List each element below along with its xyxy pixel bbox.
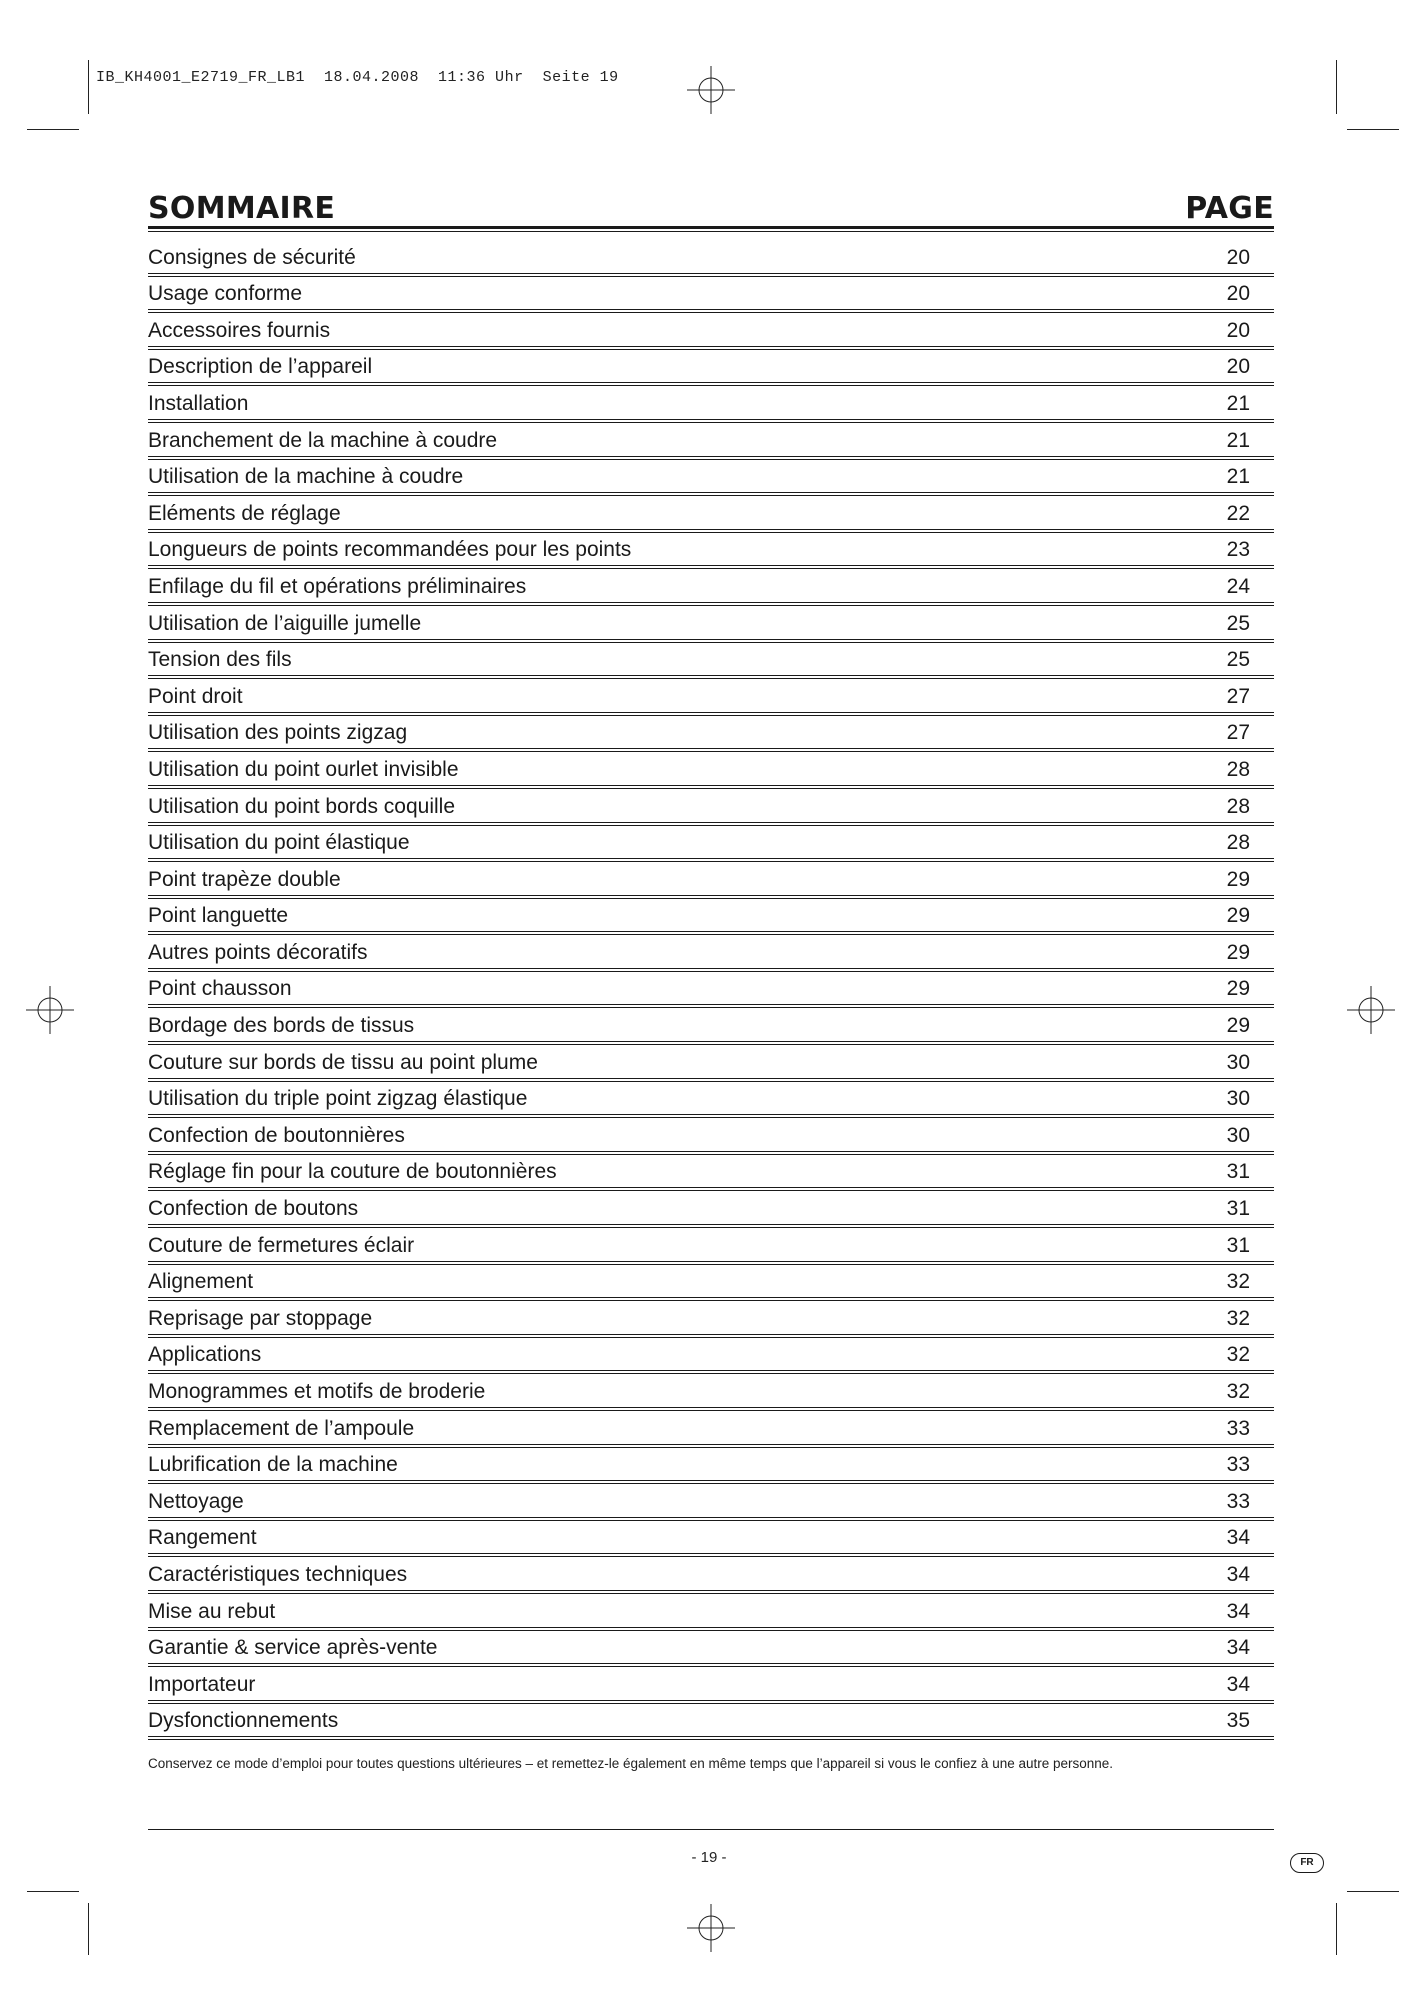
page-number: - 19 -: [691, 1849, 727, 1866]
toc-entry-page: 23: [1226, 538, 1250, 562]
toc-entry-page: 20: [1226, 245, 1250, 269]
toc-entry-title: Réglage fin pour la couture de boutonnières: [148, 1160, 557, 1184]
toc-entry-page: 32: [1226, 1270, 1250, 1294]
toc-entry: [148, 1481, 1274, 1518]
toc-entry: [148, 383, 1274, 420]
toc-entry-title: Lubrification de la machine: [148, 1453, 398, 1477]
toc-entry: [148, 493, 1274, 530]
toc-entry: [148, 1262, 1274, 1299]
toc-entry-page: 29: [1226, 940, 1250, 964]
toc-entry-title: Reprisage par stoppage: [148, 1306, 373, 1330]
toc-entry-page: 34: [1226, 1562, 1250, 1586]
toc-entry: [148, 1701, 1274, 1738]
toc-entry: [148, 823, 1274, 860]
toc-entry-title: Remplacement de l’ampoule: [148, 1416, 415, 1440]
toc-entry-page: 33: [1226, 1489, 1250, 1513]
toc-entry-page: 33: [1226, 1416, 1250, 1440]
toc-entry: [148, 274, 1274, 311]
toc-entry: [148, 310, 1274, 347]
toc-entry-page: 30: [1226, 1087, 1250, 1111]
toc-entry-page: 21: [1226, 465, 1250, 489]
toc-entry: [148, 1591, 1274, 1628]
toc-entry: [148, 603, 1274, 640]
table-of-contents: [148, 188, 1274, 1737]
toc-entry: [148, 530, 1274, 567]
toc-entry-title: Accessoires fournis: [148, 318, 331, 342]
toc-entry: [148, 1042, 1274, 1079]
toc-entry-page: 20: [1226, 318, 1250, 342]
toc-entry-page: 27: [1226, 721, 1250, 745]
toc-entry-title: Couture de fermetures éclair: [148, 1233, 415, 1257]
toc-entry-page: 32: [1226, 1380, 1250, 1403]
toc-entry-title: Point trapèze double: [148, 867, 341, 891]
toc-entry-page: 25: [1226, 648, 1250, 672]
toc-entry: [148, 1445, 1274, 1482]
crop-mark: [88, 1903, 89, 1955]
toc-entry-page: 22: [1226, 501, 1250, 525]
registration-mark-icon: [26, 986, 74, 1034]
toc-entry-title: Point languette: [148, 904, 289, 928]
toc-entry-page: 30: [1226, 1123, 1250, 1147]
crop-mark: [1347, 129, 1399, 130]
toc-entry-title: Description de l’appareil: [148, 355, 373, 379]
toc-entry-page: 35: [1226, 1709, 1250, 1733]
toc-entry: [148, 347, 1274, 384]
toc-entry-page: 31: [1226, 1160, 1250, 1184]
toc-page-header: PAGE: [1185, 191, 1274, 226]
toc-entry-title: Garantie & service après-vente: [148, 1636, 438, 1660]
toc-entry-page: 20: [1226, 355, 1250, 379]
toc-entry: [148, 713, 1274, 750]
toc-entry-page: 27: [1226, 684, 1250, 708]
toc-entry-title: Confection de boutons: [148, 1197, 359, 1221]
print-slug: IB_KH4001_E2719_FR_LB1 18.04.2008 11:36 Uhr Seite 19: [96, 69, 619, 86]
toc-entry: [148, 640, 1274, 677]
toc-entry: [148, 566, 1274, 603]
footer-divider: [148, 1829, 1274, 1830]
toc-entry-title: Utilisation de l’aiguille jumelle: [148, 611, 422, 635]
toc-entry-page: 34: [1226, 1672, 1250, 1696]
toc-entry-title: Bordage des bords de tissus: [148, 1014, 415, 1038]
toc-entry-title: Utilisation du point bords coquille: [148, 794, 456, 818]
toc-entry-page: 21: [1226, 428, 1250, 452]
toc-list: [148, 237, 1274, 1737]
registration-mark-icon: [687, 1904, 735, 1952]
toc-entry: [148, 1518, 1274, 1555]
toc-title: SOMMAIRE: [148, 191, 336, 226]
toc-entry-page: 34: [1226, 1636, 1250, 1660]
crop-mark: [1336, 60, 1337, 114]
toc-entry: [148, 420, 1274, 457]
toc-entry: [148, 786, 1274, 823]
toc-entry: [148, 749, 1274, 786]
toc-entry: [148, 1664, 1274, 1701]
toc-entry-page: 28: [1226, 757, 1250, 781]
toc-entry-title: Rangement: [148, 1526, 257, 1550]
toc-entry-title: Tension des fils: [148, 648, 292, 672]
toc-entry-title: Alignement: [148, 1270, 254, 1294]
crop-mark: [1336, 1903, 1337, 1955]
toc-entry-title: Applications: [148, 1343, 262, 1367]
toc-entry-page: 24: [1226, 574, 1250, 598]
toc-entry: [148, 1298, 1274, 1335]
toc-entry-page: 29: [1226, 1014, 1250, 1038]
toc-entry-title: Installation: [148, 391, 249, 415]
toc-entry-title: Point droit: [148, 684, 243, 708]
toc-entry-page: 21: [1226, 391, 1250, 415]
toc-entry: [148, 969, 1274, 1006]
toc-entry: [148, 1371, 1274, 1408]
toc-entry-page: 20: [1226, 282, 1250, 306]
toc-entry-page: 25: [1226, 611, 1250, 635]
toc-entry-title: Utilisation du triple point zigzag élastique: [148, 1087, 528, 1111]
toc-entry-title: Utilisation du point élastique: [148, 831, 410, 855]
toc-entry-title: Eléments de réglage: [148, 501, 341, 525]
toc-entry-page: 30: [1226, 1050, 1250, 1074]
toc-entry: [148, 1628, 1274, 1665]
toc-entry-title: Longueurs de points recommandées pour les points: [148, 538, 632, 562]
toc-entry-title: Dysfonctionnements: [148, 1709, 339, 1733]
crop-mark: [27, 1891, 79, 1892]
toc-entry-title: Point chausson: [148, 977, 292, 1001]
toc-entry-title: Enfilage du fil et opérations préliminaires: [148, 574, 527, 598]
registration-mark-icon: [687, 66, 735, 114]
toc-entry-page: 32: [1226, 1343, 1250, 1367]
crop-mark: [1347, 1891, 1399, 1892]
footnote: Conservez ce mode d’emploi pour toutes questions ultérieures – et remettez-le également en même temps que l’appareil si vous le confiez à une autre personne.: [148, 1756, 1114, 1771]
toc-entry-page: 34: [1226, 1526, 1250, 1550]
toc-entry: [148, 1188, 1274, 1225]
toc-entry-title: Consignes de sécurité: [148, 245, 356, 269]
toc-entry-title: Monogrammes et motifs de broderie: [148, 1380, 486, 1403]
toc-entry: [148, 1152, 1274, 1189]
toc-entry: [148, 1115, 1274, 1152]
toc-entry-page: 31: [1226, 1197, 1250, 1221]
toc-entry: [148, 1554, 1274, 1591]
toc-entry-title: Usage conforme: [148, 282, 303, 306]
toc-entry-page: 34: [1226, 1599, 1250, 1623]
toc-entry-title: Mise au rebut: [148, 1599, 276, 1623]
toc-entry-page: 31: [1226, 1233, 1250, 1257]
toc-entry: [148, 237, 1274, 274]
toc-entry-title: Couture sur bords de tissu au point plume: [148, 1050, 538, 1074]
toc-entry-title: Importateur: [148, 1672, 256, 1696]
toc-entry-page: 29: [1226, 977, 1250, 1001]
toc-entry-title: Caractéristiques techniques: [148, 1562, 408, 1586]
toc-entry: [148, 1408, 1274, 1445]
toc-entry-page: 33: [1226, 1453, 1250, 1477]
toc-entry-title: Utilisation du point ourlet invisible: [148, 757, 459, 781]
toc-entry: [148, 676, 1274, 713]
language-badge: FR: [1290, 1853, 1324, 1873]
toc-header: [148, 188, 1274, 229]
toc-entry: [148, 1079, 1274, 1116]
toc-entry-title: Utilisation des points zigzag: [148, 721, 408, 745]
crop-mark: [27, 129, 79, 130]
toc-entry-title: Utilisation de la machine à coudre: [148, 465, 464, 489]
toc-entry: [148, 859, 1274, 896]
registration-mark-icon: [1347, 986, 1395, 1034]
toc-entry: [148, 932, 1274, 969]
toc-entry: [148, 1225, 1274, 1262]
toc-entry-page: 28: [1226, 794, 1250, 818]
toc-entry-title: Autres points décoratifs: [148, 940, 368, 964]
toc-entry-page: 28: [1226, 831, 1250, 855]
toc-entry-page: 29: [1226, 904, 1250, 928]
toc-entry: [148, 1005, 1274, 1042]
toc-entry-title: Branchement de la machine à coudre: [148, 428, 498, 452]
toc-entry: [148, 896, 1274, 933]
toc-entry-page: 32: [1226, 1306, 1250, 1330]
toc-entry-title: Confection de boutonnières: [148, 1123, 405, 1147]
toc-entry: [148, 1335, 1274, 1372]
toc-entry-page: 29: [1226, 867, 1250, 891]
crop-mark: [88, 60, 89, 114]
toc-entry-title: Nettoyage: [148, 1489, 244, 1513]
toc-entry: [148, 457, 1274, 494]
